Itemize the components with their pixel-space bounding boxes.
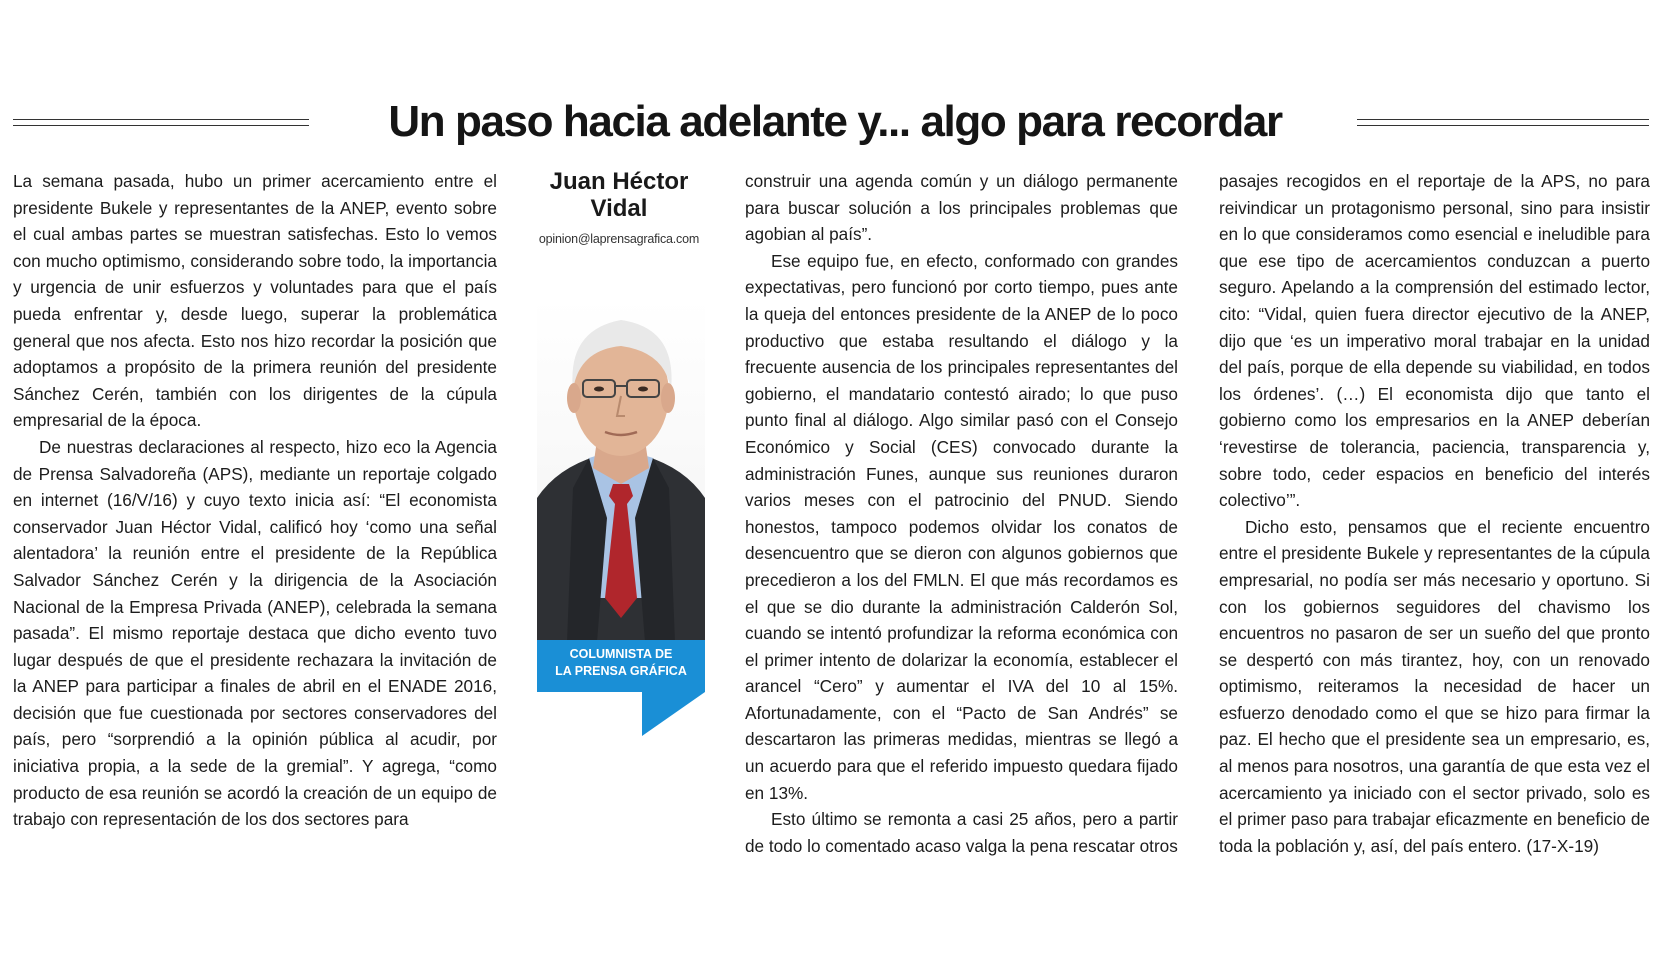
- headline-rule-right: [1357, 119, 1649, 126]
- badge-line-2: LA PRENSA GRÁFICA: [555, 664, 687, 678]
- column-3-paragraph-2: Ese equipo fue, en efecto, conformado con grandes expectativas, pero funcionó por corto tiempo, pues ante la queja del entonces presidente de la ANEP de lo poco productivo que estaba resultando el diálogo y la frecuente ausencia de los principales representantes del gobierno, el mandatario contestó airado; lo que puso punto final al diálogo. Algo similar pasó con el Consejo Económico y Social (CES) convocado durante la administración Funes, aunque sus reuniones duraron varios meses con el patrocinio del PNUD. Siendo honestos, tampoco podemos olvidar los conatos de desencuentro que se dieron con algunos gobiernos que precedieron a los del FMLN. El que más recordamos es el que se dio durante la administración Calderón Sol, cuando se intentó profundizar la reforma económica con el primer intento de dolarizar la economía, establecer el arancel “Cero” y aumentar el IVA del 10 al 15%. Afortunadamente, con el “Pacto de San Andrés” se descartaron las primeras medidas, mientras se llegó a un acuerdo para que el referido impuesto quedara fijado en 13%.: [745, 250, 1178, 803]
- author-portrait: [537, 298, 705, 642]
- column-1-paragraph-1: La semana pasada, hubo un primer acercamiento entre el presidente Bukele y representantes de la ANEP, evento sobre el cual ambas partes se muestran satisfechas. Esto lo vemos con mucho optimismo, considerando sobre todo, la importancia y urgencia de unir esfuerzos y voluntades para que el país pueda enfrentar y, desde luego, superar la problemática general que nos afecta. Esto nos hizo recordar la posición que adoptamos a propósito de la primera reunión del presidente Sánchez Cerén, también con los dirigentes de la cúpula empresarial de la época.: [13, 171, 497, 431]
- columnist-badge-text: [537, 646, 705, 680]
- badge-line-1: COLUMNISTA DE: [569, 647, 673, 661]
- headline-rule-left: [13, 119, 309, 126]
- column-3-paragraph-1: construir una agenda común y un diálogo permanente para buscar solución a los principales problemas que agobian al país”.: [745, 171, 1178, 245]
- column-4-paragraph-2: Dicho esto, pensamos que el reciente encuentro entre el presidente Bukele y representantes de la cúpula empresarial, no podía ser más necesario y oportuno. Si con los gobiernos seguidores del chavismo los encuentros no pasaron de ser un sueño del que pronto se despertó con más tirantez, hoy, con un renovado optimismo, reiteramos la necesidad de hacer un esfuerzo denodado como el que se hizo para firmar la paz. El hecho que el presidente sea un empresario, es, al menos para nosotros, una garantía de que esta vez el acercamiento ya iniciado con el sector privado, solo es el primer paso para trabajar eficazmente en beneficio de toda la población y, así, del país entero. (17-X-19): [1219, 516, 1650, 856]
- author-name: [533, 168, 705, 222]
- article-column-3: [745, 168, 1178, 859]
- author-name-line1: Juan Héctor: [549, 168, 689, 195]
- author-email: opinion@laprensagrafica.com: [538, 232, 700, 246]
- column-1-paragraph-2: De nuestras declaraciones al respecto, hizo eco la Agencia de Prensa Salvadoreña (APS), mediante un reportaje colgado en internet (16/V/16) y cuyo texto inicia así: “El economista conservador Juan Héctor Vidal, calificó hoy ‘como una señal alentadora’ la reunión entre el presidente de la República Salvador Sánchez Cerén y la dirigencia de la Asociación Nacional de la Empresa Privada (ANEP), celebrada la semana pasada”. El mismo reportaje destaca que dicho evento tuvo lugar después de que el presidente rechazara la invitación de la ANEP para participar a finales de abril en el ENADE 2016, decisión que fue cuestionada por sectores conservadores del país, pero “sorprendió a la opinión pública al acudir, por iniciativa propia, a la sede de la gremial”. Y agrega, “como producto de esa reunión se acordó la creación de un equipo de trabajo con representación de los dos sectores para: [13, 436, 497, 830]
- article-column-1: [13, 168, 497, 833]
- column-4-paragraph-1: pasajes recogidos en el reportaje de la APS, no para reivindicar un protagonismo personal, sino para insistir en lo que consideramos como esencial e ineludible para que ese tipo de acercamientos conduzcan a puerto seguro. Apelando a la comprensión del estimado lector, cito: “Vidal, quien fuera director ejecutivo de la ANEP, dijo que ‘es un imperativo moral trabajar en la unidad del país, porque de ella depende su viabilidad, en todos los órdenes’. (…) El economista dijo que tanto el gobierno como los empresarios en la ANEP deberían ‘revestirse de tolerancia, paciencia, transparencia y, sobre todo, ceder espacios en beneficio del interés colectivo’”.: [1219, 171, 1650, 511]
- article-column-4: [1219, 168, 1650, 859]
- author-name-line2: Vidal: [590, 195, 648, 222]
- article-headline: Un paso hacia adelante y... algo para recordar: [388, 97, 1282, 146]
- column-3-paragraph-3: Esto último se remonta a casi 25 años, pero a partir de todo lo comentado acaso valga la pena rescatar otros: [745, 809, 1178, 856]
